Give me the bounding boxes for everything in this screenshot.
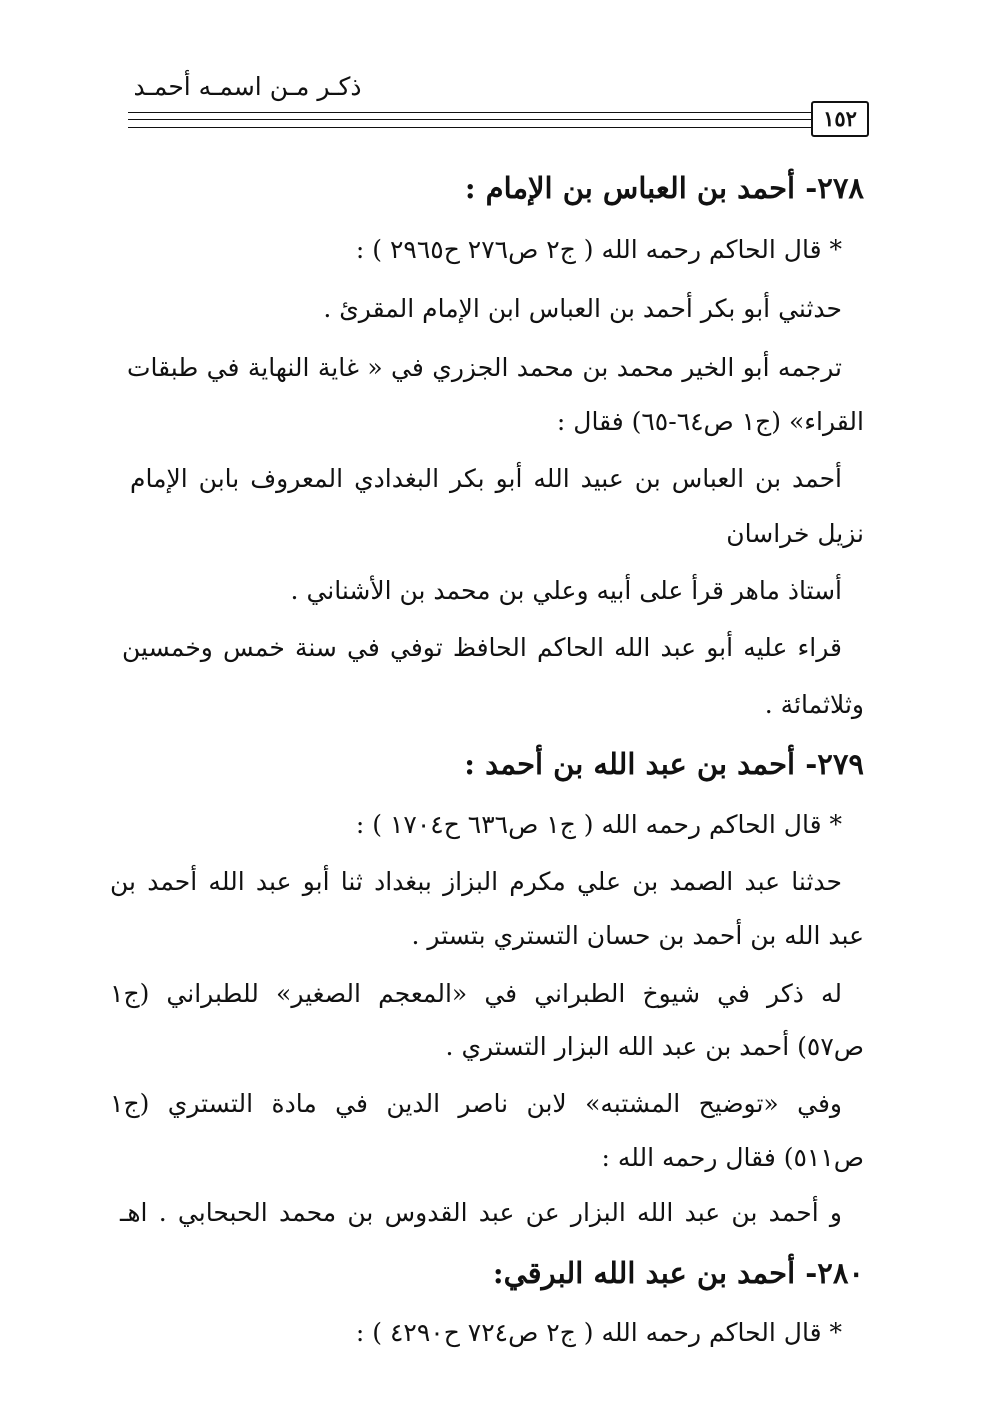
text-line: حدثني أبو بكر أحمد بن العباس ابن الإمام المقرئ . [323, 294, 842, 323]
citation-line: * قال الحاكم رحمه الله ( ج١ ص٦٣٦ ح١٧٠٤ ) : [355, 810, 842, 839]
citation-line: * قال الحاكم رحمه الله ( ج٢ ص٢٧٦ ح٢٩٦٥ ) : [355, 235, 842, 264]
entry-heading: ٢٧٩- أحمد بن عبد الله بن أحمد : [464, 747, 864, 781]
text-line: وفي «توضيح المشتبه» لابن ناصر الدين في مادة التستري (ج١ [110, 1089, 842, 1118]
text-line: أستاذ ماهر قرأ على أبيه وعلي بن محمد بن الأشناني . [290, 576, 842, 605]
entry-heading: ٢٨٠- أحمد بن عبد الله البرقي: [492, 1256, 864, 1290]
text-line: له ذكر في شيوخ الطبراني في «المعجم الصغير» للطبراني (ج١ [110, 979, 842, 1008]
page-number: ١٥٢ [811, 101, 869, 137]
text-line: حدثنا عبد الصمد بن علي مكرم البزاز ببغداد ثنا أبو عبد الله أحمد بن [110, 867, 842, 896]
header-rule [128, 112, 811, 113]
text-line: القراء» (ج١ ص٦٤-٦٥) فقال : [556, 407, 864, 436]
text-line: ص٥٧) أحمد بن عبد الله البزار التستري . [445, 1032, 864, 1061]
text-line: أحمد بن العباس بن عبيد الله أبو بكر البغدادي المعروف بابن الإمام [130, 464, 842, 493]
running-title: ذكـر مـن اسمـه أحمـد [133, 72, 362, 101]
text-line: ترجمه أبو الخير محمد بن محمد الجزري في « غاية النهاية في طبقات [127, 353, 842, 382]
header-rule [128, 119, 811, 120]
text-line: و أحمد بن عبد الله البزار عن عبد القدوس بن محمد الحبحابي . اهـ [120, 1198, 842, 1227]
text-line: وثلاثمائة . [764, 690, 864, 719]
entry-heading: ٢٧٨- أحمد بن العباس بن الإمام : [464, 171, 864, 205]
header-rule [128, 127, 811, 128]
citation-line: * قال الحاكم رحمه الله ( ج٢ ص٧٢٤ ح٤٢٩٠ ) : [355, 1318, 842, 1347]
text-line: نزيل خراسان [726, 519, 864, 548]
text-line: ص٥١١) فقال رحمه الله : [601, 1143, 864, 1172]
text-line: قراء عليه أبو عبد الله الحاكم الحافظ توفي في سنة خمس وخمسين [122, 633, 842, 662]
text-line: عبد الله بن أحمد بن حسان التستري بتستر . [411, 921, 864, 950]
